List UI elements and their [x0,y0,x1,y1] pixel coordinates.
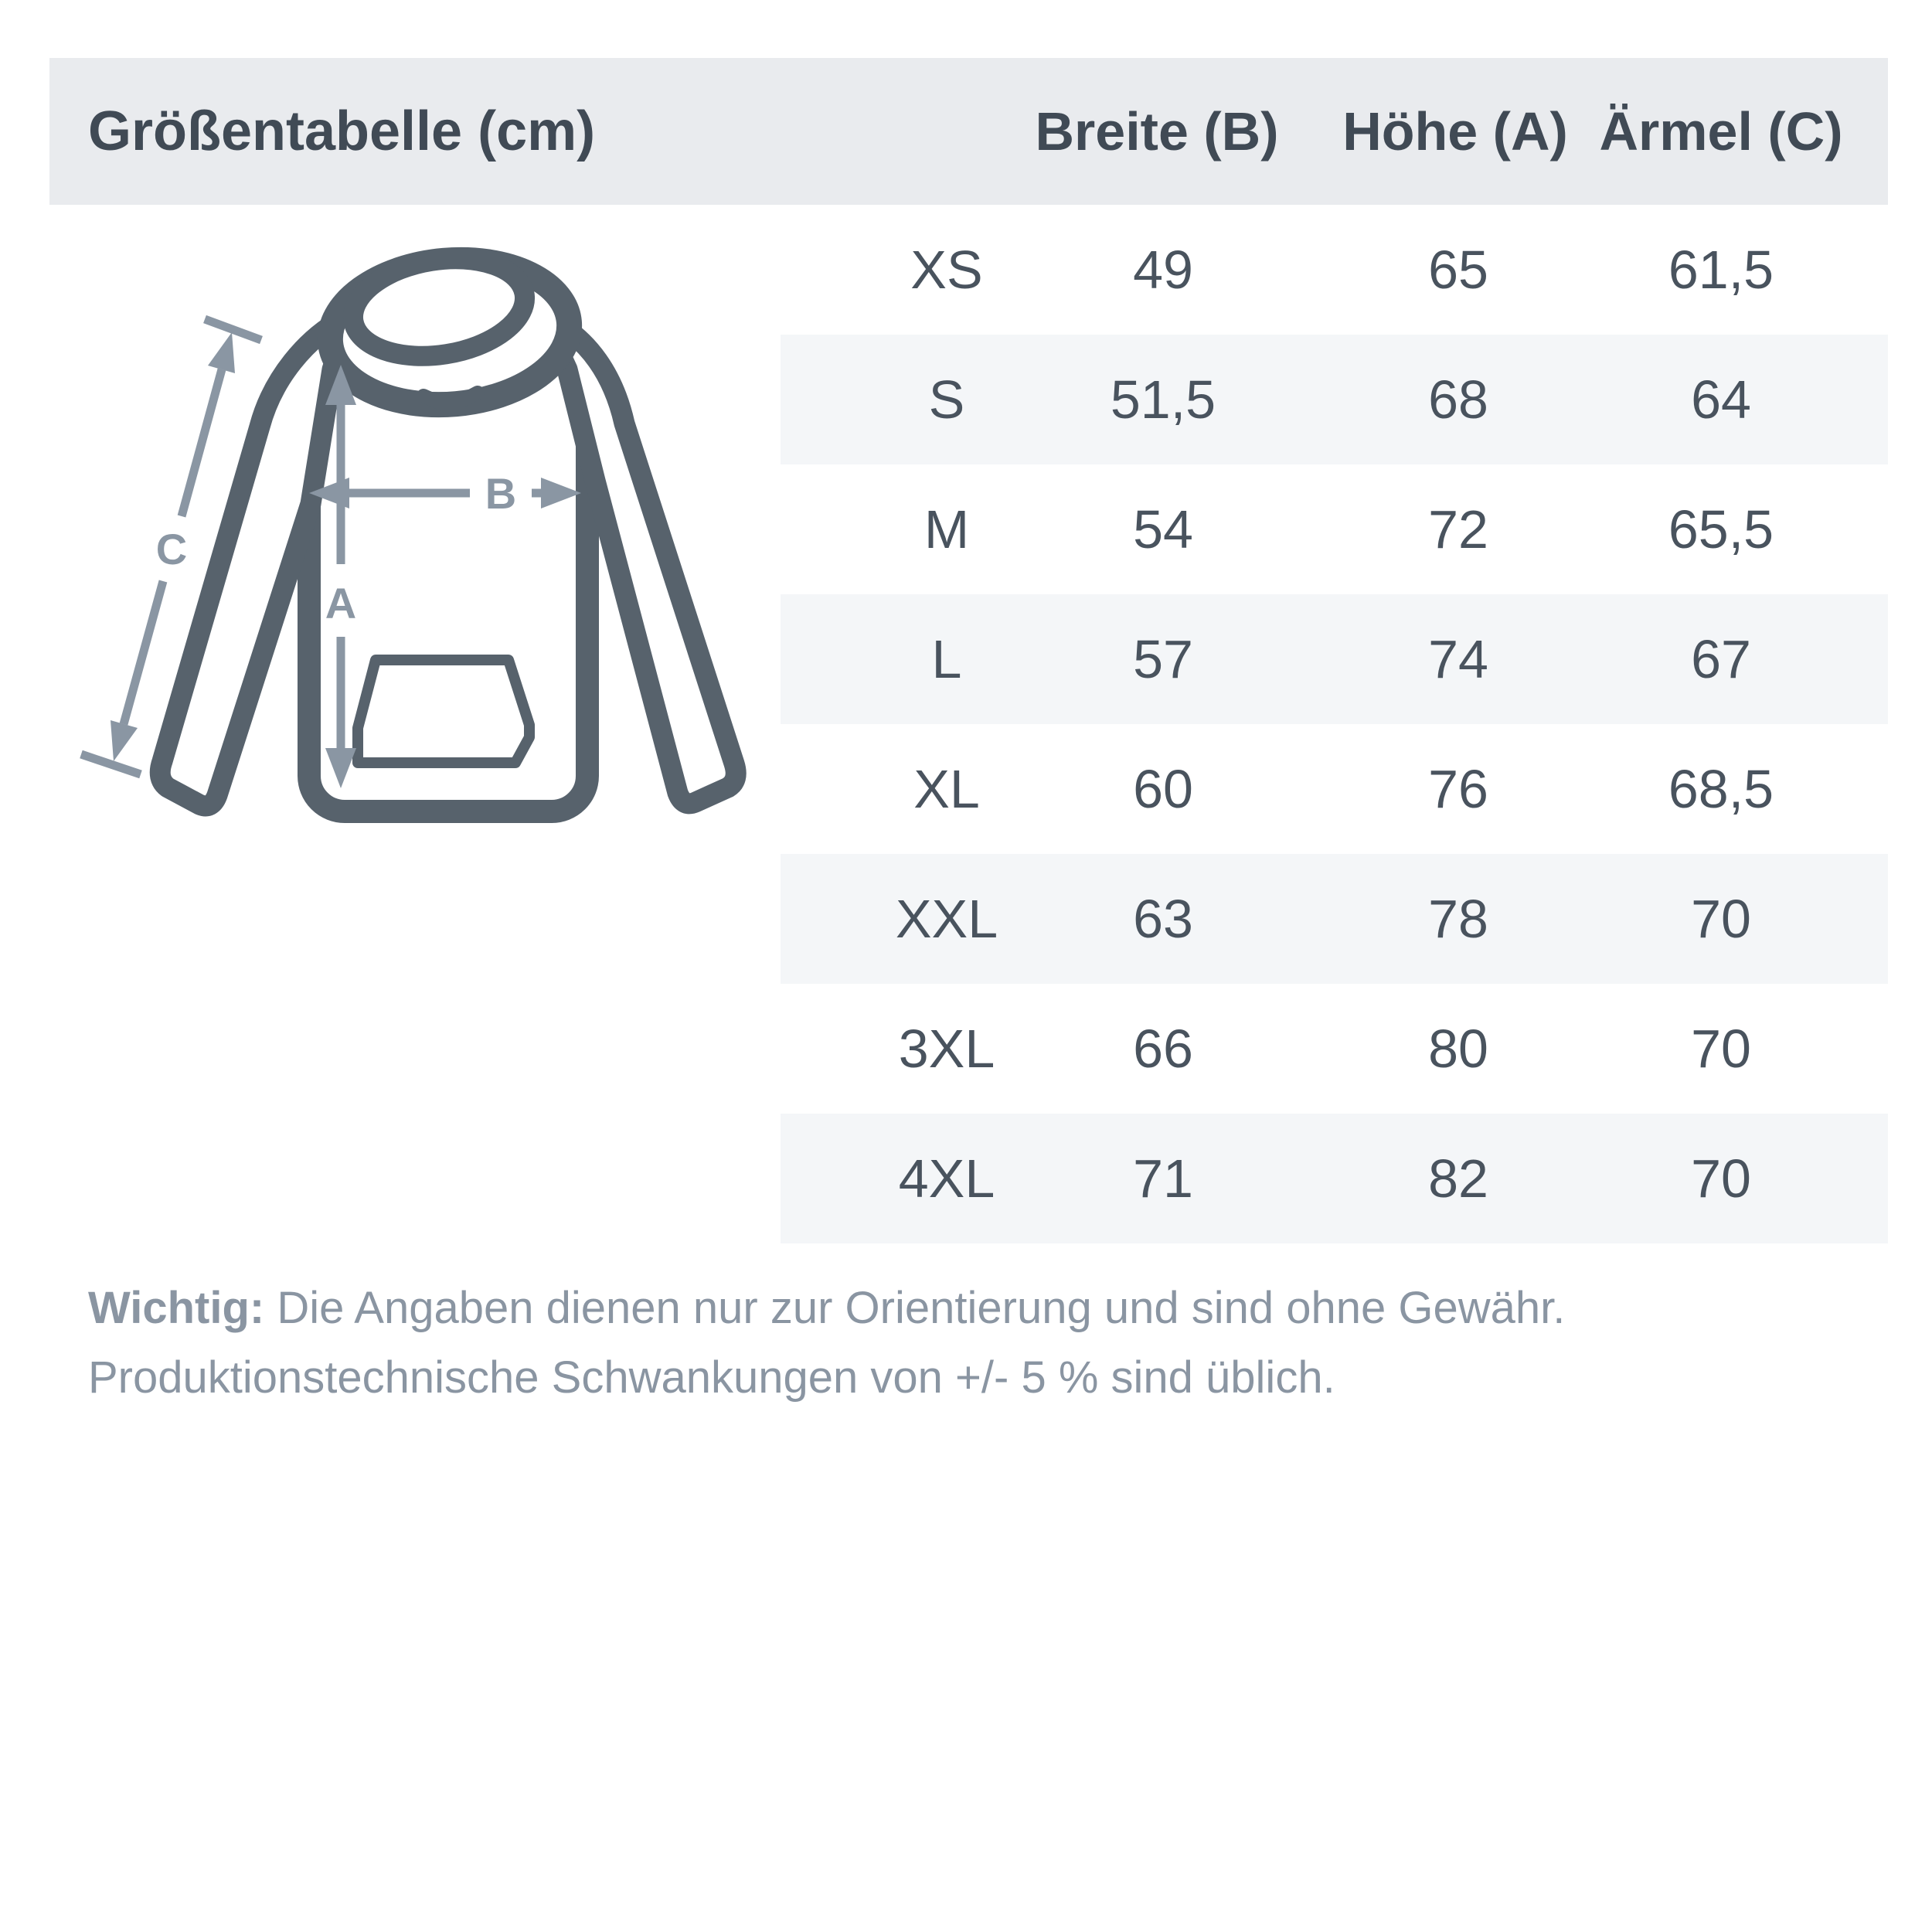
hoodie-hood [324,247,575,414]
hoodie-measurement-diagram [62,224,757,850]
cell-aermel: 67 [1691,629,1751,689]
cell-size: XS [910,240,983,300]
table-row-xl [781,724,1888,854]
cell-aermel: 70 [1691,889,1751,949]
cell-breite: 51,5 [1110,369,1216,430]
cell-hoehe: 82 [1428,1148,1488,1209]
column-header-hoehe: Höhe (A) [1342,101,1568,162]
cell-hoehe: 76 [1428,759,1488,819]
cell-size: 4XL [898,1148,995,1209]
cell-aermel: 64 [1691,369,1751,430]
cell-breite: 63 [1133,889,1193,949]
table-row-xxl [781,854,1888,984]
cell-size: S [928,369,965,430]
cell-hoehe: 72 [1428,499,1488,560]
cell-breite: 54 [1133,499,1193,560]
cell-breite: 49 [1133,240,1193,300]
measure-a-label: A [325,579,357,628]
measure-b-label: B [485,469,517,518]
disclaimer-line-1-text: Die Angaben dienen nur zur Orientierung und sind ohne Gewähr. [277,1283,1566,1333]
table-header-band [49,58,1888,205]
table-row-m [781,464,1888,594]
table-row-s [781,335,1888,464]
table-row-xs [781,205,1888,335]
table-row-4xl [781,1114,1888,1243]
cell-size: M [923,499,970,560]
page-title: Größentabelle (cm) [88,100,596,162]
column-header-aermel: Ärmel (C) [1599,101,1843,162]
cell-hoehe: 65 [1428,240,1488,300]
cell-aermel: 70 [1691,1148,1751,1209]
table-row-l [781,594,1888,724]
table-row-3xl [781,984,1888,1114]
cell-size: XXL [895,889,998,949]
cell-hoehe: 68 [1428,369,1488,430]
cell-breite: 57 [1133,629,1193,689]
disclaimer-bold-label: Wichtig: [88,1283,265,1333]
cell-aermel: 70 [1691,1019,1751,1079]
cell-size: L [931,629,962,689]
cell-breite: 60 [1133,759,1193,819]
cell-hoehe: 78 [1428,889,1488,949]
cell-size: 3XL [898,1019,995,1079]
column-header-breite: Breite (B) [1035,101,1279,162]
hoodie-pocket [358,660,529,763]
cell-aermel: 68,5 [1668,759,1774,819]
cell-aermel: 61,5 [1668,240,1774,300]
disclaimer-line-1 [88,1274,1881,1343]
cell-breite: 66 [1133,1019,1193,1079]
disclaimer-line-2: Produktionstechnische Schwankungen von +/- 5 % sind üblich. [88,1352,1335,1403]
cell-hoehe: 74 [1428,629,1488,689]
size-table-body [781,205,1888,1243]
cell-aermel: 65,5 [1668,499,1774,560]
measure-c-label: C [155,525,188,573]
disclaimer-note [88,1274,1881,1413]
cell-breite: 71 [1133,1148,1193,1209]
cell-size: XL [913,759,980,819]
cell-hoehe: 80 [1428,1019,1488,1079]
